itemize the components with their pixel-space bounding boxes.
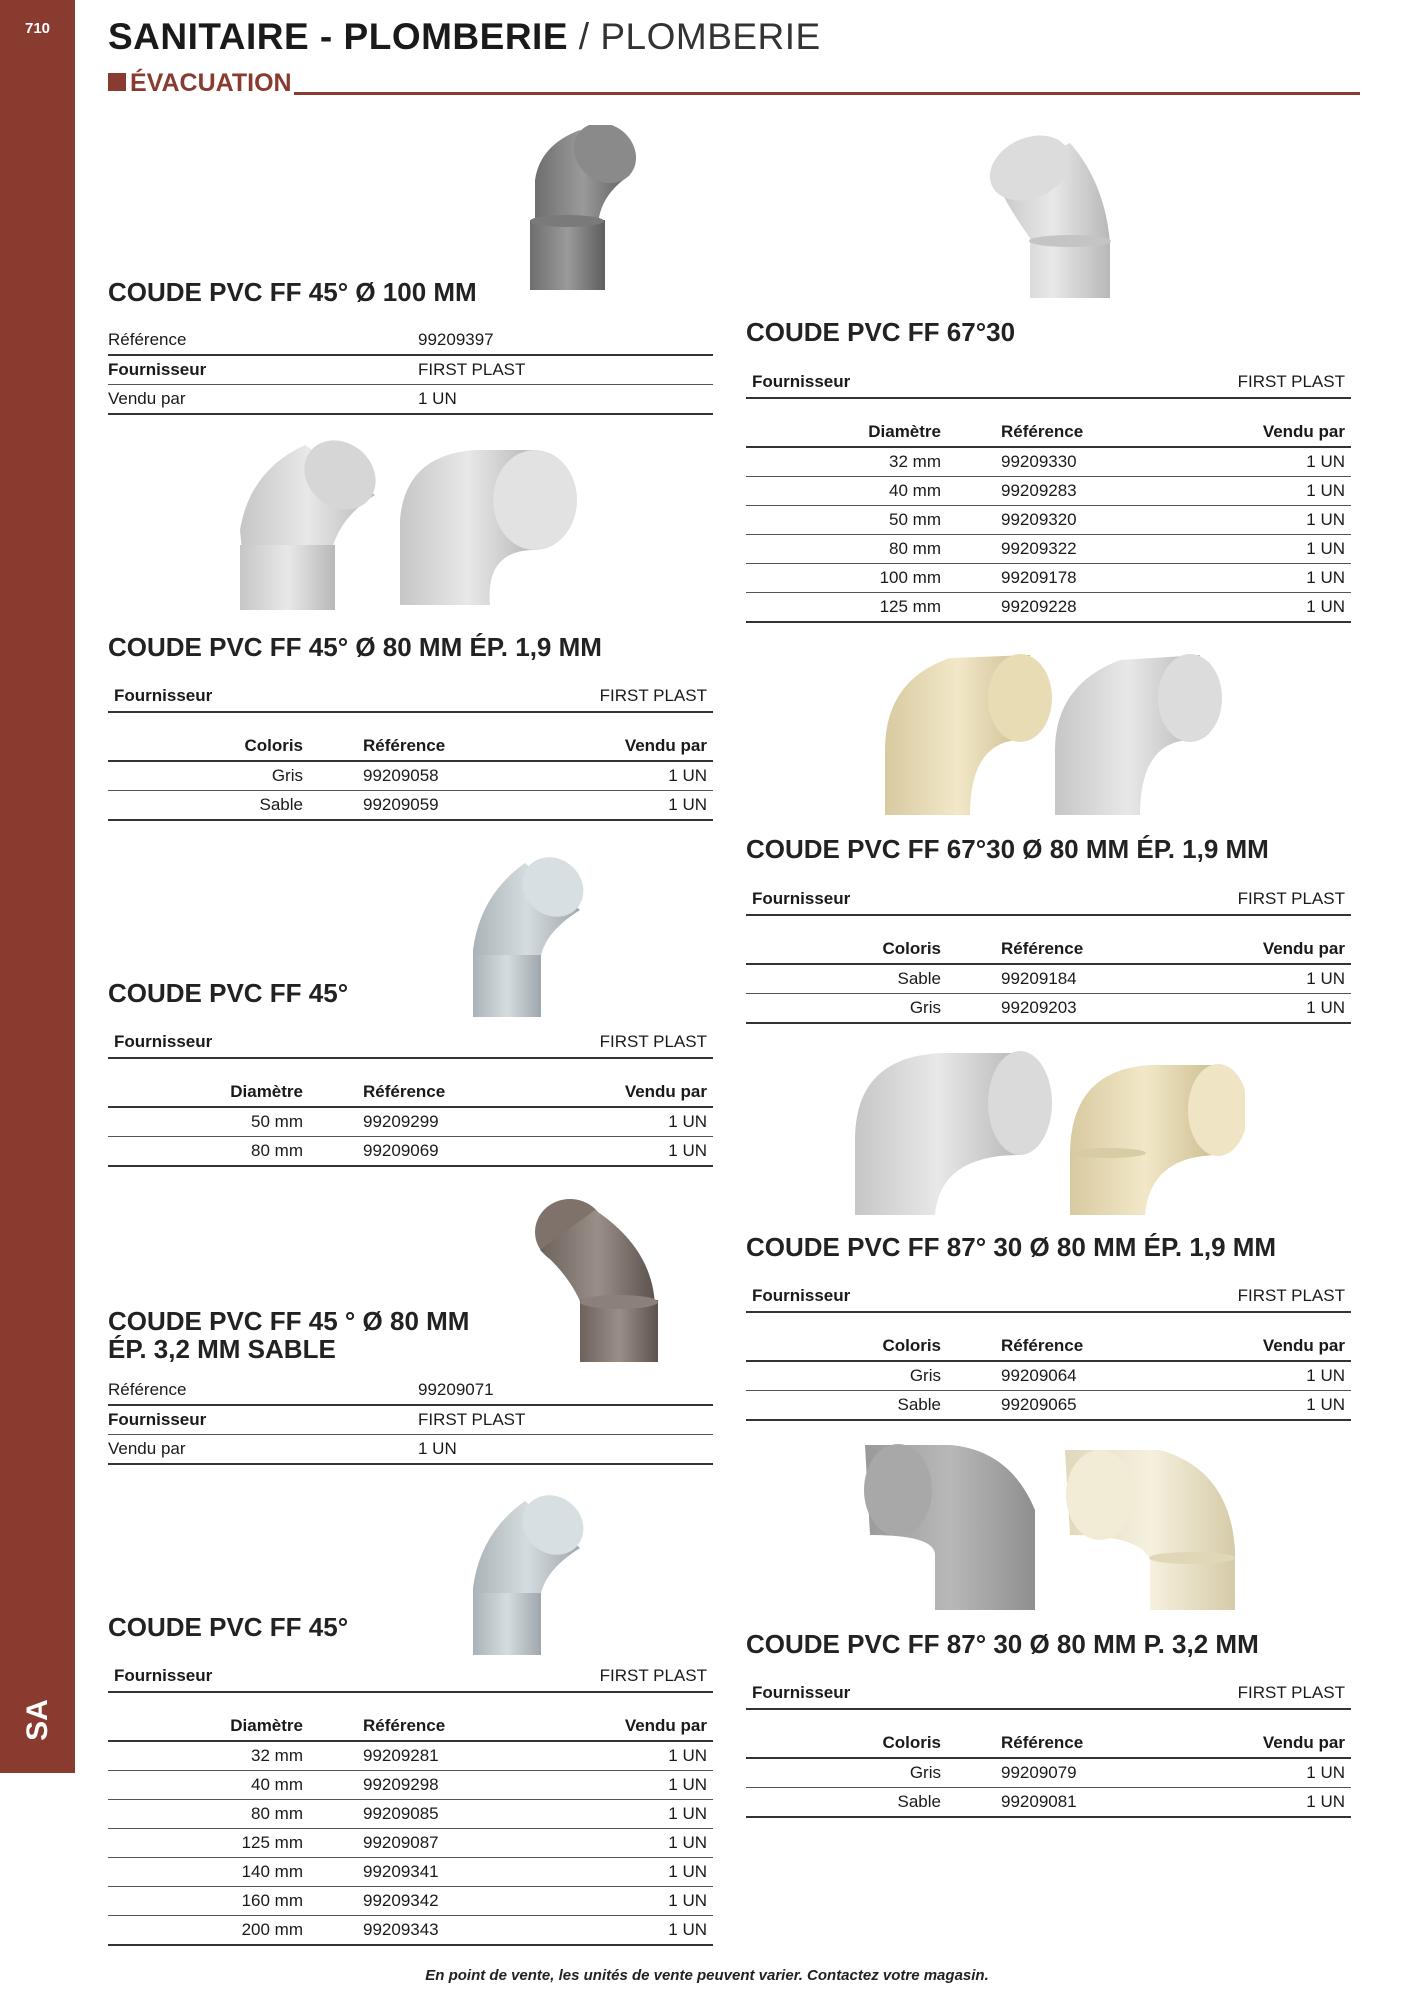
supplier-value: FIRST PLAST [1237,1683,1345,1702]
table-row [108,1916,713,1946]
table-row [108,1887,713,1916]
table-row [746,1788,1351,1818]
header-cell: Vendu par [1262,1733,1345,1752]
header-cell: Vendu par [624,1716,707,1735]
spec-value: 1 UN [418,389,457,408]
product-title: COUDE PVC FF 45° Ø 100 MM [108,277,477,307]
table-row [746,448,1351,477]
cell: 125 mm [241,1833,303,1852]
spec-key: Fournisseur [108,1410,207,1429]
table-row [108,1108,713,1137]
supplier-label: Fournisseur [752,1286,851,1305]
header-cell: Vendu par [624,1082,707,1101]
cell: 80 mm [889,539,941,558]
cell: Sable [897,1395,941,1414]
supplier-value: FIRST PLAST [1237,372,1345,391]
product-spec-table [108,1376,713,1465]
cell: 99209085 [363,1804,439,1823]
supplier-value: FIRST PLAST [599,686,707,705]
cell: 40 mm [889,481,941,500]
header-cell: Diamètre [230,1716,303,1735]
table-row [746,994,1351,1024]
cell: 99209320 [1001,510,1077,529]
supplier-value: FIRST PLAST [1237,1286,1345,1305]
product-title [108,1307,469,1363]
cell: 140 mm [241,1862,303,1881]
cell: 99209330 [1001,452,1077,471]
header-cell: Référence [363,1716,446,1735]
cell: 1 UN [1306,539,1345,558]
table-row [108,1742,713,1771]
spec-value: FIRST PLAST [418,1410,526,1429]
product-title: COUDE PVC FF 45° [108,978,349,1008]
cell: 99209079 [1001,1763,1077,1782]
header-cell: Référence [1001,939,1084,958]
cell: 1 UN [1306,510,1345,529]
supplier-row [108,681,713,713]
cell: 99209341 [363,1862,439,1881]
cell: 1 UN [1306,481,1345,500]
product-variant-table [746,935,1351,1024]
table-row [108,1829,713,1858]
table-row [108,791,713,821]
header-cell: Coloris [244,736,303,755]
product-title-line: COUDE PVC FF 45 ° Ø 80 MM [108,1306,470,1336]
spec-key: Vendu par [108,1439,186,1458]
cell: Sable [259,795,303,814]
product-title-line: ÉP. 3,2 MM SABLE [108,1334,336,1364]
cell: 50 mm [889,510,941,529]
cell: 160 mm [241,1891,303,1910]
spec-row [108,1435,713,1465]
cell: 99209322 [1001,539,1077,558]
supplier-row [108,1661,713,1693]
section-label: ÉVACUATION [130,69,292,97]
header-cell: Diamètre [868,422,941,441]
header-cell: Diamètre [230,1082,303,1101]
table-row [746,593,1351,623]
table-row [746,477,1351,506]
header-cell: Référence [1001,422,1084,441]
table-row [108,1771,713,1800]
product-title: COUDE PVC FF 67°30 [746,317,1016,347]
product-title: COUDE PVC FF 87° 30 Ø 80 MM ÉP. 1,9 MM [746,1232,1277,1262]
supplier-row [746,884,1351,916]
header-cell: Coloris [882,1733,941,1752]
cell: 1 UN [1306,998,1345,1017]
product-title: COUDE PVC FF 67°30 Ø 80 MM ÉP. 1,9 MM [746,834,1269,864]
spec-key: Vendu par [108,389,186,408]
cell: 1 UN [668,1112,707,1131]
product-variant-table [108,1712,713,1946]
cell: 1 UN [668,1920,707,1939]
table-row [108,1137,713,1167]
cell: Gris [271,766,303,785]
cell: 99209299 [363,1112,439,1131]
side-tab [0,0,75,1773]
cell: 1 UN [668,1804,707,1823]
product-variant-table [108,1078,713,1167]
product-image-elbow-45-blue-grey [465,1493,595,1658]
cell: Sable [897,1792,941,1811]
section-marker [108,73,126,91]
cell: 99209228 [1001,597,1077,616]
table-row [108,762,713,791]
cell: 1 UN [668,766,707,785]
cell: 99209184 [1001,969,1077,988]
cell: 1 UN [1306,452,1345,471]
cell: 1 UN [668,1775,707,1794]
spec-key: Référence [108,330,187,349]
product-title: COUDE PVC FF 87° 30 Ø 80 MM P. 3,2 MM [746,1629,1259,1659]
cell: Gris [909,1763,941,1782]
cell: 1 UN [668,1862,707,1881]
product-variant-table [746,418,1351,623]
supplier-label: Fournisseur [114,1032,213,1051]
section-code [20,1690,56,1750]
table-header [746,1332,1351,1362]
cell: 99209203 [1001,998,1077,1017]
cell: 1 UN [1306,597,1345,616]
spec-value: FIRST PLAST [418,360,526,379]
cell: 99209281 [363,1746,439,1765]
header-cell: Vendu par [1262,422,1345,441]
supplier-value: FIRST PLAST [1237,889,1345,908]
cell: 125 mm [879,597,941,616]
header-cell: Vendu par [624,736,707,755]
cell: 1 UN [1306,1763,1345,1782]
spec-row [108,385,713,415]
table-header [108,1712,713,1742]
table-row [746,965,1351,994]
supplier-value: FIRST PLAST [599,1032,707,1051]
spec-row [108,1406,713,1435]
supplier-label: Fournisseur [752,1683,851,1702]
supplier-row [746,1678,1351,1710]
cell: 1 UN [668,1833,707,1852]
header-cell: Vendu par [1262,1336,1345,1355]
header-cell: Référence [1001,1336,1084,1355]
cell: 1 UN [1306,568,1345,587]
product-variant-table [108,732,713,821]
spec-row [108,326,713,356]
supplier-label: Fournisseur [114,1666,213,1685]
spec-value: 1 UN [418,1439,457,1458]
cell: 1 UN [668,1891,707,1910]
cell: 1 UN [1306,1366,1345,1385]
header-cell: Coloris [882,939,941,958]
cell: 1 UN [1306,1395,1345,1414]
table-row [746,535,1351,564]
table-header [746,1729,1351,1759]
cell: 32 mm [889,452,941,471]
supplier-value: FIRST PLAST [599,1666,707,1685]
section-header [108,70,1360,96]
spec-row [108,1376,713,1406]
cell: 99209081 [1001,1792,1077,1811]
product-title: COUDE PVC FF 45° Ø 80 MM ÉP. 1,9 MM [108,632,602,662]
table-row [746,564,1351,593]
cell: 99209064 [1001,1366,1077,1385]
product-image-elbow-45-100-dark-grey [520,125,660,295]
cell: 80 mm [251,1141,303,1160]
product-image-elbow-87-grey-and-sand [850,1045,1245,1220]
table-row [108,1800,713,1829]
product-title: COUDE PVC FF 45° [108,1612,349,1642]
spec-row [108,356,713,385]
cell: 50 mm [251,1112,303,1131]
cell: 99209178 [1001,568,1077,587]
table-header [108,1078,713,1108]
cell: 99209087 [363,1833,439,1852]
cell: 99209069 [363,1141,439,1160]
cell: 1 UN [1306,1792,1345,1811]
table-row [746,1391,1351,1421]
cell: 80 mm [251,1804,303,1823]
cell: 100 mm [879,568,941,587]
table-header [108,732,713,762]
product-variant-table [746,1332,1351,1421]
table-header [746,418,1351,448]
cell: 1 UN [668,795,707,814]
cell: 99209298 [363,1775,439,1794]
table-row [108,1858,713,1887]
cell: 99209342 [363,1891,439,1910]
supplier-label: Fournisseur [752,889,851,908]
spec-key: Référence [108,1380,187,1399]
product-image-elbow-67-sand-and-grey [880,650,1225,820]
page-number: 710 [24,20,51,37]
product-image-elbow-45-80-brown-grey [525,1190,665,1365]
supplier-row [746,367,1351,399]
cell: Sable [897,969,941,988]
cell: 99209058 [363,766,439,785]
page-title [108,16,821,58]
header-cell: Référence [363,736,446,755]
table-row [746,1759,1351,1788]
product-image-elbow-45-blue-grey [465,855,595,1020]
header-cell: Référence [1001,1733,1084,1752]
page-title-sub: / PLOMBERIE [578,16,821,57]
table-header [746,935,1351,965]
section-code-label: SA [21,1699,54,1741]
cell: 99209283 [1001,481,1077,500]
supplier-row [746,1281,1351,1313]
product-image-elbow-87-grey-and-ivory [860,1440,1245,1620]
spec-value: 99209071 [418,1380,494,1399]
cell: 200 mm [241,1920,303,1939]
supplier-label: Fournisseur [114,686,213,705]
cell: 1 UN [668,1746,707,1765]
cell: 1 UN [668,1141,707,1160]
cell: 1 UN [1306,969,1345,988]
table-row [746,1362,1351,1391]
spec-key: Fournisseur [108,360,207,379]
cell: 99209059 [363,795,439,814]
table-row [746,506,1351,535]
cell: Gris [909,1366,941,1385]
header-cell: Vendu par [1262,939,1345,958]
supplier-row [108,1027,713,1059]
product-variant-table [746,1729,1351,1818]
product-spec-table [108,326,713,415]
header-cell: Coloris [882,1336,941,1355]
cell: 99209343 [363,1920,439,1939]
supplier-label: Fournisseur [752,372,851,391]
section-rule [294,92,1360,95]
cell: Gris [909,998,941,1017]
product-image-elbow-45-80-light-grey [235,440,590,615]
header-cell: Référence [363,1082,446,1101]
spec-value: 99209397 [418,330,494,349]
cell: 99209065 [1001,1395,1077,1414]
page-title-main: SANITAIRE - PLOMBERIE [108,16,568,57]
product-image-elbow-67-light-grey [975,133,1120,298]
footer-note: En point de vente, les unités de vente peuvent varier. Contactez votre magasin. [425,1967,989,1984]
cell: 40 mm [251,1775,303,1794]
cell: 32 mm [251,1746,303,1765]
